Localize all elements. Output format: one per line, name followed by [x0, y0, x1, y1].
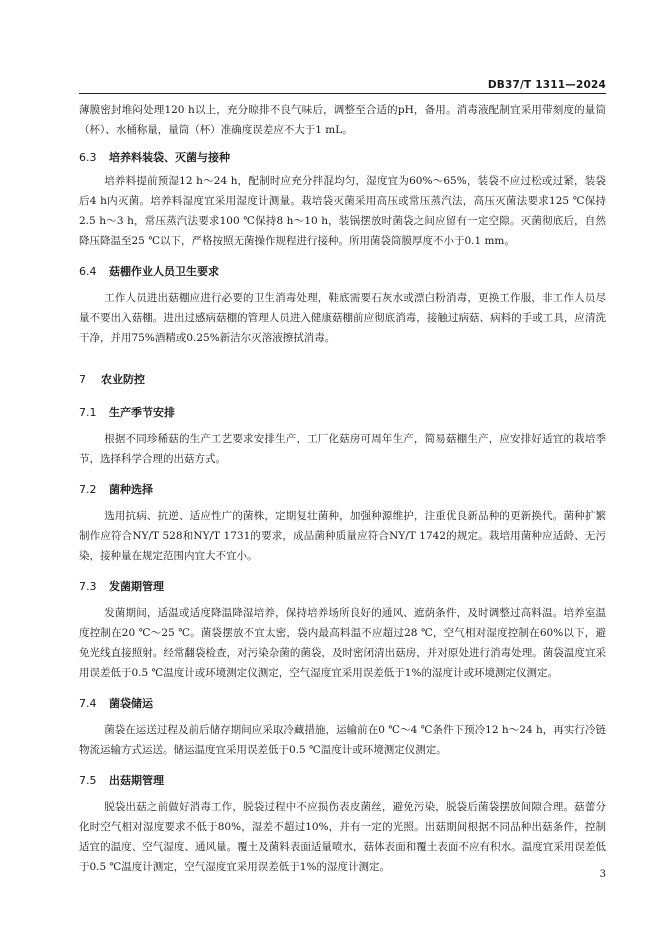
section-number: 6.4	[79, 265, 97, 278]
section-title: 菌袋储运	[109, 697, 153, 710]
section-7-2-paragraph: 选用抗病、抗逆、适应性广的菌株，定期复壮菌种，加强种源维护，注重优良新品种的更新换代。菌种扩繁制作应符合NY/T 528和NY/T 1731的要求，成品菌种质量应符合NY/T 1742的规定。栽培用菌种应适龄、无污染，接种量在规定范围内宜大不宜小。	[79, 510, 606, 562]
section-7-5-paragraph: 脱袋出菇之前做好消毒工作，脱袋过程中不应损伤表皮菌丝，避免污染，脱袋后菌袋摆放间隙合理。菇蕾分化时空气相对湿度要求不低于80%，湿差不超过10%，并有一定的光照。出菇期间根据不同品种出菇条件，控制适宜的温度、空气湿度、通风量。覆土及菌料表面适量喷水，菇体表面和覆土表面不应有积水。温度宜采用误差低于0.5 ℃温度计测定，空气湿度宜采用误差低于1%的湿度计测定。	[79, 801, 606, 873]
section-6-4-paragraph: 工作人员进出菇棚应进行必要的卫生消毒处理，鞋底需要石灰水或漂白粉消毒，更换工作服，非工作人员尽量不要出入菇棚。进出过感病菇棚的管理人员进入健康菇棚前应彻底消毒，接触过病菇、病料的手或工具，应清洗干净，并用75%酒精或0.25%新洁尔灭溶液擦拭消毒。	[79, 292, 606, 344]
page-content	[79, 100, 606, 877]
section-number: 7.3	[79, 580, 97, 593]
page-number: 3	[599, 869, 606, 880]
chapter-7-heading	[79, 370, 606, 390]
section-6-3-heading	[79, 148, 606, 168]
section-number: 7.1	[79, 406, 97, 419]
section-7-1-paragraph: 根据不同珍稀菇的生产工艺要求安排生产，工厂化菇房可周年生产，简易菇棚生产，应安排好适宜的栽培季节，选择科学合理的出菇方式。	[79, 433, 606, 465]
section-7-1-heading	[79, 403, 606, 423]
section-7-4-heading	[79, 694, 606, 714]
section-number: 7.4	[79, 697, 97, 710]
header-rule	[79, 93, 606, 94]
section-title: 菌种选择	[109, 483, 153, 496]
section-title: 生产季节安排	[109, 406, 175, 419]
section-6-4-heading	[79, 262, 606, 282]
intro-paragraph: 薄膜密封堆闷处理120 h以上，充分晾排不良气味后，调整至合适的pH，备用。消毒液配制宜采用带刻度的量筒（杯）、水桶称量，量筒（杯）准确度误差应不大于1 mL。	[79, 104, 606, 136]
section-title: 培养料装袋、灭菌与接种	[109, 151, 230, 164]
section-6-3-paragraph: 培养料提前预湿12 h～24 h，配制时应充分拌混均匀，湿度宜为60%～65%，装袋不应过松或过紧，装袋后4 h内灭菌。培养料湿度宜采用湿度计测量。栽培袋灭菌采用高压或常压蒸汽法，高压灭菌法要求125 ℃保持2.5 h～3 h，常压蒸汽法要求100 ℃保持8 h～10 h，装锅摆放时菌袋之间应留有一定空隙。灭菌彻底后，自然降压降温至25 ℃以下，严格按照无菌操作规程进行接种。所用菌袋筒膜厚度不小于0.1 mm。	[79, 175, 606, 247]
chapter-title: 农业防控	[101, 373, 145, 386]
section-7-2-heading	[79, 480, 606, 500]
section-7-5-heading	[79, 771, 606, 791]
chapter-number: 7	[79, 373, 86, 386]
section-number: 7.2	[79, 483, 97, 496]
section-title: 出菇期管理	[109, 774, 164, 787]
section-7-3-paragraph: 发菌期间，适温或适度降温降湿培养，保持培养场所良好的通风、遮荫条件，及时调整过高料温。培养室温度控制在20 ℃～25 ℃。菌袋摆放不宜太密，袋内最高料温不应超过28 ℃，空气相对湿度控制在60%以下，避免光线直接照射。经常翻袋检查，对污染杂菌的菌袋，及时密闭清出菇房，并对原处进行消毒处理。菌袋温度宜采用误差低于0.5 ℃温度计或环境测定仪测定，空气湿度宜采用误差低于1%的湿度计或环境测定仪测定。	[79, 607, 606, 679]
section-7-4-paragraph: 菌袋在运送过程及前后储存期间应采取冷藏措施，运输前在0 ℃～4 ℃条件下预冷12 h～24 h，再实行冷链物流运输方式运送。储运温度宜采用误差低于0.5 ℃温度计或环境测定仪测定。	[79, 724, 606, 756]
section-title: 菇棚作业人员卫生要求	[109, 265, 219, 278]
standard-code: DB37/T 1311—2024	[487, 79, 606, 91]
section-title: 发菌期管理	[109, 580, 164, 593]
section-number: 7.5	[79, 774, 97, 787]
section-7-3-heading	[79, 577, 606, 597]
section-number: 6.3	[79, 151, 97, 164]
